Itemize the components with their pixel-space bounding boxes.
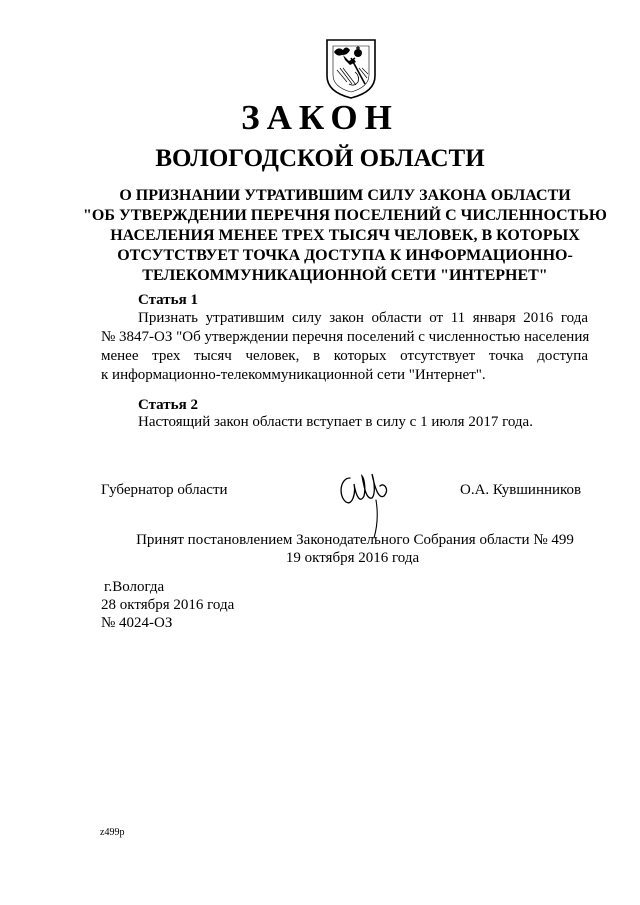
document-title: ЗАКОН: [241, 98, 399, 137]
subtitle-line: О ПРИЗНАНИИ УТРАТИВШИМ СИЛУ ЗАКОНА ОБЛАСТИ: [119, 187, 571, 204]
coat-of-arms-icon: [325, 38, 377, 100]
subtitle-line: "ОБ УТВЕРЖДЕНИИ ПЕРЕЧНЯ ПОСЕЛЕНИЙ С ЧИСЛЕННОСТЬЮ: [83, 207, 607, 224]
city: г.Вологда: [104, 579, 165, 595]
subtitle-line: ТЕЛЕКОММУНИКАЦИОННОЙ СЕТИ "ИНТЕРНЕТ": [142, 267, 548, 284]
article-1-line: менее трех тысяч человек, в которых отсутствует точка доступа: [101, 348, 588, 364]
adoption-line-2: 19 октября 2016 года: [285, 550, 420, 566]
signatory-name: О.А. Кувшинников: [460, 482, 582, 498]
article-1-text: [101, 309, 588, 385]
law-number: № 4024-ОЗ: [101, 615, 173, 631]
region-title: ВОЛОГОДСКОЙ ОБЛАСТИ: [155, 145, 485, 172]
article-1-heading: Статья 1: [138, 292, 198, 308]
article-1-line: к информационно-телекоммуникационной сети "Интернет".: [101, 367, 486, 383]
document-code: z499p: [100, 827, 125, 838]
article-1-line: № 3847-ОЗ "Об утверждении перечня поселений с численностью населения: [101, 329, 590, 345]
article-1-line: Признать утратившим силу закон области от 11 января 2016 года: [138, 310, 588, 326]
article-2-heading: Статья 2: [138, 397, 198, 413]
subtitle-line: НАСЕЛЕНИЯ МЕНЕЕ ТРЕХ ТЫСЯЧ ЧЕЛОВЕК, В КОТОРЫХ: [110, 227, 580, 244]
article-2-text: Настоящий закон области вступает в силу с 1 июля 2017 года.: [138, 414, 533, 430]
signing-date: 28 октября 2016 года: [101, 597, 235, 613]
signatory-position: Губернатор области: [101, 482, 228, 498]
subtitle-line: ОТСУТСТВУЕТ ТОЧКА ДОСТУПА К ИНФОРМАЦИОННО-: [117, 247, 573, 264]
law-subtitle: [60, 186, 630, 286]
adoption-line-1: Принят постановлением Законодательного Собрания области № 499: [136, 532, 574, 548]
